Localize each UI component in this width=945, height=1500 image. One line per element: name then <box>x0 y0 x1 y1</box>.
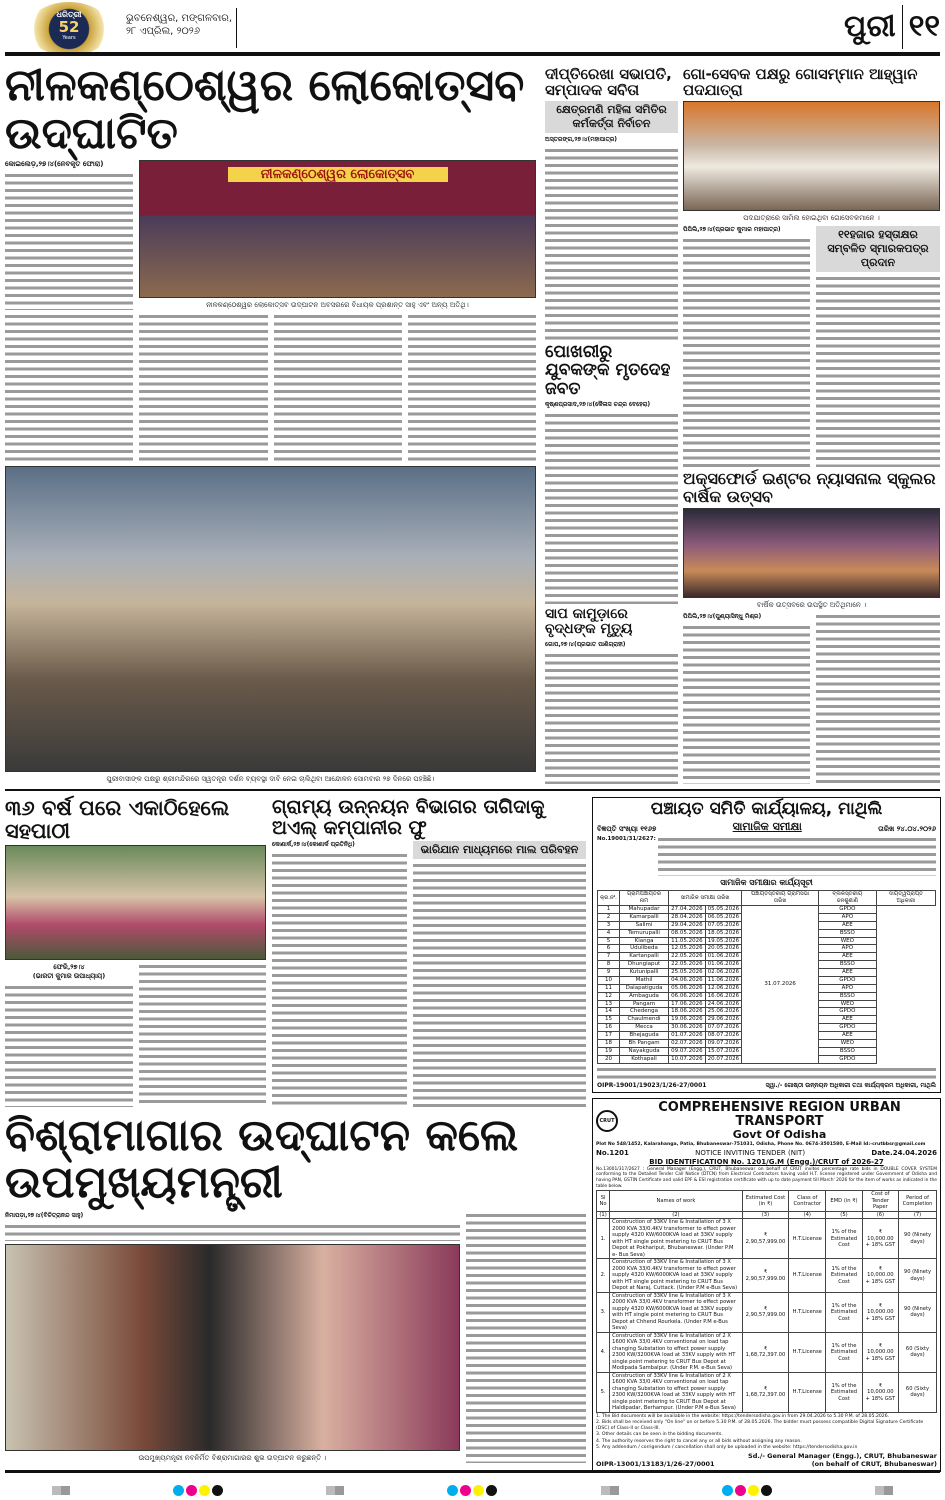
dateline-date: ୨୮ ଏପ୍ରିଲ, ୨୦୨୬ <box>126 26 201 37</box>
schedule-title: ସାମାଜିକ ସମୀକ୍ଷାର କାର୍ଯ୍ୟସୂଚୀ <box>720 878 813 888</box>
table-cell: 15.07.2026 <box>705 1047 742 1055</box>
gray-swatch <box>875 1486 893 1495</box>
tender-heading: NOTICE INVITING TENDER (NIT) <box>695 1148 806 1157</box>
table-cell: ₹ 2,90,57,999.00 <box>742 1259 789 1293</box>
tender-title: COMPREHENSIVE REGION URBAN TRANSPORT <box>658 1099 901 1129</box>
photo-banner: ନୀଳକଣ୍ଠେଶ୍ୱର ଲୋକୋତ୍ସବ <box>228 167 448 182</box>
lead-photo <box>139 160 536 298</box>
logo-name: ଧରିତ୍ରୀ <box>56 10 82 19</box>
tender-note: 5. Any addendum / corrigendum / cancellation shall only be uploaded in the website: https://tendersodisha.gov.in <box>596 1444 858 1450</box>
table-row <box>597 1219 937 1259</box>
gosevak-body <box>816 275 940 467</box>
oxford-dateline: ପିପିଲି,୨୭।୪(ପୁଣ୍ୟାସିନ୍ଧୁ ମିଶ୍ର) <box>683 612 762 620</box>
table-cell: ₹ 2,90,57,999.00 <box>742 1292 789 1332</box>
notice-footnote <box>597 1066 936 1080</box>
table-cell: 22.05.2026 <box>669 961 706 969</box>
saap-dateline: ଗୋପ,୨୭।୪(ପ୍ରଭାତ ପାଣିଗ୍ରାହୀ) <box>545 640 626 648</box>
table-cell: Construction of 33KV line & Installation of 2 X 1600 KVA 33/0.4KV conventional on load tap changing Substation to effect power supply 2300 KW/3200KVA load at 33KV supply with HT single point metering to CRUT Bus Depot at Haldipadar, Berhampur. (Under P.M e-Bus Seva) <box>610 1372 742 1412</box>
black-dot <box>212 1485 223 1496</box>
gray-swatch <box>52 1486 70 1495</box>
logo-sub: Years <box>62 35 76 41</box>
table-cell: Construction of 33KV line & Installation of 3 X 2000 KVA 33/0.4KV transformer to effect power supply 4320 KW/6000KVA load at 33KV supply with HT single point metering to CRUT Bus Depot at Pokhariput, Bhubaneswar. (Under P.M e- Bus Seva) <box>610 1219 742 1259</box>
oil-subhead-box: ଭାରିଯାନ ମାଧ୍ୟମରେ ମାଲ ପରିବହନ <box>413 841 586 859</box>
mahila-headline: ଦୀପ୍ତିରେଖା ସଭାପତି, ସମ୍ପାଦକ ସବିତା <box>545 65 672 100</box>
table-row <box>597 1332 937 1372</box>
lead-body <box>139 313 267 463</box>
big-photo-caption: ପୁରୀବାସୀଙ୍କ ପକ୍ଷରୁ ଶ୍ରୀମନ୍ଦିରରେ ସ୍ୱତନ୍ତ୍ର ଦର୍ଶନ ବ୍ୟବସ୍ଥା ଦାବି ନେଇ ଚାଲିଥିବା ଆନ୍ଦୋଳନ ସୋମବାର ୨୭ ଦିନରେ ପହଞ୍ଚିଛି। <box>106 775 435 783</box>
tender-date: Date.24.04.2026 <box>871 1148 937 1157</box>
divider <box>236 8 237 48</box>
table-cell: 14 <box>598 1008 620 1016</box>
table-cell: WEO <box>819 1039 877 1047</box>
table-cell: Ambaguda <box>619 992 668 1000</box>
table-cell: 90 (Ninety days) <box>899 1219 937 1259</box>
oxford-photo-caption: ବାର୍ଷିକ ଉତ୍ସବରେ ଉପସ୍ଥିତ ଅତିଥିମାନେ । <box>756 600 867 609</box>
table-cell: 9 <box>598 969 620 977</box>
table-cell: ₹ 10,000.00 + 18% GST <box>862 1259 898 1293</box>
table-cell: 18.06.2026 <box>669 1008 706 1016</box>
table-cell: 07.05.2026 <box>705 921 742 929</box>
table-cell: BSSO <box>819 961 877 969</box>
oil-body <box>413 862 586 1106</box>
notice-body <box>658 836 936 876</box>
oxford-body <box>683 624 810 784</box>
table-cell: Mathil <box>619 976 668 984</box>
section-name: ପୁରୀ <box>844 8 896 44</box>
gosevak-body <box>683 237 810 467</box>
logo-years: 52 <box>58 18 80 36</box>
table-cell: 27.04.2026 <box>669 906 706 914</box>
table-cell: 3. <box>597 1292 610 1332</box>
tender-note: 3. Other details can be seen in the bidding documents. <box>596 1432 723 1438</box>
middle-column <box>545 66 678 784</box>
table-cell: 1% of the Estimated Cost <box>826 1372 863 1412</box>
table-cell: 17.06.2026 <box>669 1000 706 1008</box>
table-row <box>597 1259 937 1293</box>
mahila-subhead-box: କ୍ଷେତ୍ରମଣି ମହିଳା ସମିତିର କର୍ମକର୍ତ୍ତା ନିର୍ବାଚନ <box>545 101 678 133</box>
table-cell: 6 <box>598 945 620 953</box>
cyan-dot <box>173 1485 184 1496</box>
table-cell: 08.07.2026 <box>705 1032 742 1040</box>
magenta-dot <box>460 1485 471 1496</box>
magenta-dot <box>186 1485 197 1496</box>
table-cell: 05.06.2026 <box>669 984 706 992</box>
table-cell: 09.07.2026 <box>669 1047 706 1055</box>
masthead-logo <box>28 2 110 56</box>
dateline <box>126 12 234 38</box>
table-cell: 06.05.2026 <box>705 913 742 921</box>
table-cell: ₹ 1,68,72,397.00 <box>742 1332 789 1372</box>
saap-headline: ସାପ କାମୁଡ଼ାରେ ବୃଦ୍ଧଙ୍କ ମୃତ୍ୟୁ <box>545 606 633 638</box>
bid-identification: BID IDENTIFICATION No. 1201/G.M (Engg.)/CRUT of 2026-27 <box>649 1157 884 1166</box>
table-cell: 16.06.2026 <box>705 992 742 1000</box>
bishramagar-dateline: ନିମାପଡ଼ା,୨୭।୪(ବିଚିତ୍ରାନନ୍ଦ ସାହୁ) <box>5 1211 84 1219</box>
table-cell: H.T.License <box>789 1259 826 1293</box>
yellow-dot <box>199 1485 210 1496</box>
table-cell: 02.06.2026 <box>705 969 742 977</box>
mahila-dateline: ଅସ୍ତରଙ୍ଗ,୨୭।୪(ମହାପାତ୍ର) <box>545 136 618 144</box>
sahapathi-dateline <box>5 963 133 981</box>
table-cell: ₹ 10,000.00 + 18% GST <box>862 1332 898 1372</box>
tender-subtitle: Govt Of Odisha <box>732 1127 827 1141</box>
table-cell: AEE <box>819 1016 877 1024</box>
tender-oipr: OIPR-13001/13183/1/26-27/0001 <box>596 1460 715 1469</box>
table-cell: 07.07.2026 <box>705 1024 742 1032</box>
col-number: (7) <box>899 1211 937 1219</box>
table-cell: WEO <box>819 937 877 945</box>
table-cell: APO <box>819 913 877 921</box>
divider <box>902 5 903 49</box>
cyan-dot <box>447 1485 458 1496</box>
table-cell: 5 <box>598 937 620 945</box>
pokhari-headline: ପୋଖରୀରୁ ଯୁବକଙ୍କ ମୃତଦେହ ଜବତ <box>545 341 671 399</box>
table-cell: 7 <box>598 953 620 961</box>
table-cell: 90 (Ninety days) <box>899 1259 937 1293</box>
table-cell: Kutunipalli <box>619 969 668 977</box>
lead-headline: ନୀଳକଣ୍ଠେଶ୍ୱର ଲୋକୋତ୍ସବ ଉଦ୍‌ଘାଟିତ <box>5 60 525 159</box>
col-header: Sl No <box>597 1191 610 1212</box>
table-cell: 25.06.2026 <box>705 1008 742 1016</box>
table-cell: 60 (Sixty days) <box>899 1372 937 1412</box>
table-cell: 11 <box>598 984 620 992</box>
table-cell: 2 <box>598 913 620 921</box>
table-cell: 10 <box>598 976 620 984</box>
sahapathi-photo <box>5 845 266 960</box>
col-number: (3) <box>742 1211 789 1219</box>
col-number: (4) <box>789 1211 826 1219</box>
cyan-dot <box>722 1485 733 1496</box>
color-dots <box>172 1481 224 1500</box>
table-cell: 30.06.2026 <box>669 1024 706 1032</box>
tender-signature: Sd./- General Manager (Engg.), CRUT, Bhubaneswar <box>748 1452 937 1461</box>
table-cell: 16 <box>598 1024 620 1032</box>
table-cell: 20.07.2026 <box>705 1055 742 1063</box>
table-cell: 12.05.2026 <box>669 945 706 953</box>
table-cell: 1. <box>597 1219 610 1259</box>
table-cell: Dalapatiguda <box>619 984 668 992</box>
yellow-dot <box>473 1485 484 1496</box>
magenta-dot <box>735 1485 746 1496</box>
table-row <box>597 1372 937 1412</box>
table-cell: 24.06.2026 <box>705 1000 742 1008</box>
table-cell: 02.07.2026 <box>669 1039 706 1047</box>
dateline-place: ଫେରି,୨୭।୪ <box>53 963 85 972</box>
table-cell: Udulibeda <box>619 945 668 953</box>
gosevak-headline: ଗୋ-ସେବକ ପକ୍ଷରୁ ଗୋସମ୍ମାନ ଆହ୍ୱାନ ପଦଯାତ୍ରା <box>683 65 918 100</box>
table-cell: 29.06.2026 <box>705 1016 742 1024</box>
page-number: ୧୧ <box>908 8 940 44</box>
notice-number: ବିଜ୍ଞପ୍ତି ସଂଖ୍ୟା ୧୧୬୭ <box>597 825 657 834</box>
table-cell: ₹ 10,000.00 + 18% GST <box>862 1219 898 1259</box>
col-header: ଦାୟିତ୍ୱପ୍ରାପ୍ତ ଅଧିକାରୀ <box>876 891 935 906</box>
table-cell: H.T.License <box>789 1332 826 1372</box>
table-cell: 19.05.2026 <box>705 937 742 945</box>
table-cell: 04.06.2026 <box>669 976 706 984</box>
lead-body <box>5 172 133 310</box>
tender-address: Plot No 548/1452, Kalarahanga, Patia, Bhubaneswar-751031, Odisha, Phone No. 0674-3501580, E-Mail Id:-crutbbsr@gmail.com <box>596 1141 926 1147</box>
crut-logo-icon <box>596 1110 618 1132</box>
col-number: (1) <box>597 1211 610 1219</box>
table-cell: GPDO <box>819 1024 877 1032</box>
saap-body <box>545 652 678 784</box>
col-header: Estimated Cost (in ₹) <box>742 1191 789 1212</box>
table-cell: 19 <box>598 1047 620 1055</box>
table-cell: Construction of 33KV line & Installation of 3 X 2000 KVA 33/0.4KV transformer to effect power supply 4320 KW/6000KVA load at 33KV supply with HT single point metering to CRUT Bus Depot at Naraj, Cuttack. (Under P.M e-Bus Seva) <box>610 1259 742 1293</box>
table-cell: 01.07.2026 <box>669 1032 706 1040</box>
oil-dateline: କୋଣାର୍କ,୨୭।୪(କୋଣାର୍କ ପ୍ରତିନିଧି) <box>272 841 355 849</box>
col-header: ପଞ୍ଚାୟତସ୍ତରୀୟ ଗ୍ରାମସଭା ତାରିଖ <box>742 891 819 906</box>
table-cell: GPDO <box>819 1055 877 1063</box>
section-rule <box>5 789 940 791</box>
masthead-rule <box>5 52 940 56</box>
table-cell: Bh Pangam <box>619 1039 668 1047</box>
table-cell: H.T.License <box>789 1292 826 1332</box>
pokhari-dateline: କୃଷ୍ଣପ୍ରସାଦ,୨୭।୪(କୈଳାସ ଚନ୍ଦ୍ର ବେହେରା) <box>545 400 651 408</box>
lead-dateline: କୋଇଲେଡ଼,୨୭।୪(ନେବକୃତ ଫୋରା) <box>5 160 104 169</box>
col-header: Class of Contractor <box>789 1191 826 1212</box>
table-cell: 8 <box>598 961 620 969</box>
table-cell: Kothapali <box>619 1055 668 1063</box>
table-cell: 1% of the Estimated Cost <box>826 1259 863 1293</box>
table-cell: 19.06.2026 <box>669 1016 706 1024</box>
schedule-table <box>597 890 936 1063</box>
table-cell: 15 <box>598 1016 620 1024</box>
gosevak-photo <box>683 101 940 211</box>
table-cell: 28.04.2026 <box>669 913 706 921</box>
table-cell: BSSO <box>819 992 877 1000</box>
table-cell: 3 <box>598 921 620 929</box>
table-cell: Temurupalli <box>619 929 668 937</box>
bishramagar-photo <box>5 1244 460 1451</box>
gray-swatch <box>601 1486 619 1495</box>
table-cell: 11.06.2026 <box>705 976 742 984</box>
table-cell: AEE <box>819 969 877 977</box>
table-cell: 29.04.2026 <box>669 921 706 929</box>
table-cell: Dhungiaput <box>619 961 668 969</box>
table-cell: Nayakguda <box>619 1047 668 1055</box>
table-cell: 1% of the Estimated Cost <box>826 1332 863 1372</box>
col-number: (2) <box>610 1211 742 1219</box>
oil-body <box>272 852 407 1106</box>
black-dot <box>486 1485 497 1496</box>
table-cell: Construction of 33KV line & Installation of 3 X 2000 KVA 33/0.4KV transformer to effect power supply 4320 KW/6000KVA load at 33KV supply with HT single point metering to CRUT Bus Depot at Chhend Rourkela. (Under P.M e-Bus Seva) <box>610 1292 742 1332</box>
table-cell: 12.06.2026 <box>705 984 742 992</box>
tender-note: 2. Bids shall be received only "On line" on or before 5.30 P.M. of 28.05.2026. The bidder must possess compatible Digital Signature Certificate (DSC) of Class-II or Class-III. <box>596 1420 924 1432</box>
notice-date: ତାରିଖ ୨୪.୦୪.୨୦୨୬ <box>878 825 936 834</box>
table-cell: 4 <box>598 929 620 937</box>
table-cell: WEO <box>819 1000 877 1008</box>
table-cell: 13 <box>598 1000 620 1008</box>
table-cell: 06.06.2026 <box>669 992 706 1000</box>
table-cell: 25.05.2026 <box>669 969 706 977</box>
table-cell: APO <box>819 945 877 953</box>
table-cell: 11.05.2026 <box>669 937 706 945</box>
bottom-left-area <box>5 797 586 1463</box>
oxford-photo <box>683 508 940 598</box>
table-cell: 01.06.2026 <box>705 961 742 969</box>
col-number: (5) <box>826 1211 863 1219</box>
lead-body <box>274 313 402 463</box>
table-cell: AEE <box>819 1032 877 1040</box>
oxford-headline: ଅକ୍ସଫୋର୍ଡ ଇଣ୍ଟର ନ୍ୟାସନାଲ ସ୍କୁଲର ବାର୍ଷିକ ଉତ୍ସବ <box>683 469 936 506</box>
table-cell: 01.06.2026 <box>705 953 742 961</box>
black-dot <box>761 1485 772 1496</box>
table-cell: ₹ 1,68,72,397.00 <box>742 1372 789 1412</box>
col-header: Names of work <box>610 1191 742 1212</box>
table-cell: GPDO <box>819 1008 877 1016</box>
table-cell: 1% of the Estimated Cost <box>826 1219 863 1259</box>
table-cell: Kartanpalli <box>619 953 668 961</box>
table-cell: Bhejaguda <box>619 1032 668 1040</box>
bishramagar-body <box>5 1223 460 1241</box>
pokhari-body <box>545 412 678 604</box>
table-cell: Mahupadar <box>619 906 668 914</box>
table-cell: H.T.License <box>789 1372 826 1412</box>
table-cell: ₹ 10,000.00 + 18% GST <box>862 1292 898 1332</box>
table-row <box>597 1292 937 1332</box>
public-hearing-date: 31.07.2026 <box>742 906 819 1064</box>
table-cell: 60 (Sixty days) <box>899 1332 937 1372</box>
dateline-day: ଭୁବନେଶ୍ୱର, ମଙ୍ଗଳବାର, <box>126 13 233 24</box>
sahapathi-headline: ୩୬ ବର୍ଷ ପରେ ଏକାଠିହେଲେ ସହପାଠୀ <box>5 796 230 843</box>
gray-swatch <box>326 1486 344 1495</box>
col-header: Period of Completion <box>899 1191 937 1212</box>
table-row <box>598 906 936 914</box>
col-header: ଗ୍ରାମପଞ୍ଚାୟତର ନାମ <box>619 891 668 906</box>
dateline-author: (ଭାରତୀ କୁମାର ଉପାଧ୍ୟାୟ) <box>32 972 106 981</box>
table-cell: Pangam <box>619 1000 668 1008</box>
col-header: କ୍ର.ନଂ. <box>598 891 620 906</box>
table-cell: Mecca <box>619 1024 668 1032</box>
oxford-body <box>816 613 940 784</box>
table-cell: AEE <box>819 953 877 961</box>
table-cell: BSSO <box>819 929 877 937</box>
table-cell: 05.05.2026 <box>705 906 742 914</box>
table-cell: Kamarpalli <box>619 913 668 921</box>
lead-story <box>5 62 536 784</box>
table-cell: 10.07.2026 <box>669 1055 706 1063</box>
table-cell: 08.05.2026 <box>669 929 706 937</box>
table-cell: Chedenga <box>619 1008 668 1016</box>
footer-rule <box>5 1470 940 1473</box>
lead-body <box>408 313 536 463</box>
table-cell: ₹ 10,000.00 + 18% GST <box>862 1372 898 1412</box>
lead-body <box>5 313 133 463</box>
logo-text: CRUT <box>599 1117 615 1124</box>
sahapathi-body <box>5 984 133 1106</box>
gosevak-photo-caption: ପଦଯାତ୍ରାରେ ସାମିଲ ହୋଇଥିବା ଗୋସେବକମାନେ । <box>743 214 880 223</box>
table-cell: GPDO <box>819 906 877 914</box>
tender-note: 1. The Bid documents will be available in the website: https://tendersodisha.gov.in from 29.04.2026 to 5.30 P.M. of 28.05.2026. <box>596 1413 890 1419</box>
table-cell: GPDO <box>819 976 877 984</box>
bishramagar-photo-caption: ଉପମୁଖ୍ୟମନ୍ତ୍ରୀ ନବନିର୍ମିତ ବିଶ୍ରାମାଗାରର ଶୁଭ ଉଦ୍‌ଘାଟନ କରୁଛନ୍ତି । <box>138 1454 327 1462</box>
table-cell: 90 (Ninety days) <box>899 1292 937 1332</box>
table-cell: 18.05.2026 <box>705 929 742 937</box>
table-cell: 1 <box>598 906 620 914</box>
mahila-body <box>545 147 678 339</box>
table-cell: 2. <box>597 1259 610 1293</box>
sahapathi-body <box>139 963 266 1106</box>
col-number: (6) <box>862 1211 898 1219</box>
gosevak-dateline: ପିପିଲି,୨୭।୪(ପ୍ରଭାତ କୁମାର ମହାପାତ୍ର) <box>683 226 781 234</box>
tender-table <box>596 1190 937 1413</box>
table-cell: 18 <box>598 1039 620 1047</box>
notice-oipr: OIPR-19001/19023/1/26-27/0001 <box>597 1081 707 1089</box>
table-cell: 20 <box>598 1055 620 1063</box>
tender-notes <box>596 1414 937 1451</box>
gosevak-subhead-box: ୧୧ହଜାର ହସ୍ତାକ୍ଷର ସମ୍ବଳିତ ସ୍ମାରକପତ୍ର ପ୍ରଦାନ <box>816 226 940 272</box>
table-cell: H.T.License <box>789 1219 826 1259</box>
right-column <box>683 66 940 784</box>
tender-intro: No.13001/317/2627 : General Manager (Engg.), CRUT, Bhubaneswar on behalf of CRUT invites percentage rate bids in DOUBLE COVER SYSTEM conforming to the Detailed Tender Call Notice (DTCN) from Electrical Contractors having valid H.T. license registered under Government of Odisha and having PAN, GSTIN Certificate and valid EPF & ESI registration certificate with up to date payment till March' 2026 for the item of works as indicated in the table below. <box>596 1166 937 1189</box>
notice-ref: No.19001/31/2627: <box>597 836 656 843</box>
table-cell: 09.07.2026 <box>705 1039 742 1047</box>
lead-photo-caption: ନୀଳକଣ୍ଠେଶ୍ୱର ଲୋକୋତ୍ସବ ଉଦ୍‌ଘାଟନ ଅବସରରେ ବିଧାୟକ ପ୍ରଶାନ୍ତ ସାହୁ ଏବଂ ଅନ୍ୟ ଅତିଥି। <box>206 301 469 310</box>
notice-title: ପଞ୍ଚାୟତ ସମିତି କାର୍ଯ୍ୟାଳୟ, ମାଥିଲି <box>650 799 883 819</box>
table-cell: Chaulmendi <box>619 1016 668 1024</box>
table-cell: 12 <box>598 992 620 1000</box>
table-cell: 20.05.2026 <box>705 945 742 953</box>
yellow-dot <box>748 1485 759 1496</box>
color-dots <box>446 1481 498 1500</box>
crut-tender-notice <box>592 1098 941 1472</box>
color-dots <box>721 1481 773 1500</box>
table-cell: Kianga <box>619 937 668 945</box>
tender-signature-2: (on behalf of CRUT, Bhubaneswar) <box>811 1460 937 1469</box>
col-header: Cost of Tender Paper <box>862 1191 898 1212</box>
bishramagar-body <box>466 1212 586 1463</box>
table-cell: APO <box>819 984 877 992</box>
tender-note: 4. The authority reserves the right to cancel any or all bids without assigning any reason. <box>596 1438 802 1444</box>
table-cell: Construction of 33KV line & Installation of 2 X 1600 KVA 33/0.4KV conventional on load tap changing Substation to effect power supply 2300 KW/3200KVA load at 33KV supply with HT single point metering to CRUT Bus Depot at Modipada Sambalpur. (Under P.M. e-Bus Seva) <box>610 1332 742 1372</box>
col-header: ବ୍ଲକସ୍ତରୀୟ ଜନଶୁଣାଣି <box>819 891 877 906</box>
sahapathi-story <box>5 797 266 1107</box>
table-cell: AEE <box>819 921 877 929</box>
oil-story <box>272 797 586 1107</box>
col-header: ସାମାଜିକ ସମୀକ୍ଷା ତାରିଖ <box>669 891 742 906</box>
bishramagar-headline: ବିଶ୍ରାମାଗାର ଉଦ୍‌ଘାଟନ କଲେ ଉପମୁଖ୍ୟମନ୍ତ୍ରୀ <box>5 1109 519 1209</box>
panchayat-notice <box>592 797 941 1093</box>
table-cell: 17 <box>598 1032 620 1040</box>
print-registration-marks <box>0 1481 945 1500</box>
table-cell: 4. <box>597 1332 610 1372</box>
temple-protest-photo <box>5 466 536 772</box>
table-cell: 22.05.2026 <box>669 953 706 961</box>
table-cell: Salimi <box>619 921 668 929</box>
oil-headline: ଗ୍ରାମ୍ୟ ଉନ୍ନୟନ ବିଭାଗର ତାଗିଦାକୁ ଅଏଲ୍ କମ୍ପାନୀର ଫୁ <box>272 796 545 839</box>
col-header: EMD (in ₹) <box>826 1191 863 1212</box>
notice-signature: ସ୍ୱା./- ଗୋଷ୍ଠୀ ଉନ୍ନୟନ ଅଧିକାରୀ ତଥା କାର୍ଯ୍ୟକ୍ରମ ଅଧିକାରୀ, ମାଥିଲି <box>765 1081 936 1089</box>
table-cell: 5. <box>597 1372 610 1412</box>
tender-number: No.1201 <box>596 1148 629 1157</box>
notice-subtitle: ସାମାଜିକ ସମୀକ୍ଷା <box>732 820 802 834</box>
table-cell: BSSO <box>819 1047 877 1055</box>
table-cell: 1% of the Estimated Cost <box>826 1292 863 1332</box>
ads-column <box>592 797 941 1472</box>
table-cell: ₹ 2,90,57,999.00 <box>742 1219 789 1259</box>
